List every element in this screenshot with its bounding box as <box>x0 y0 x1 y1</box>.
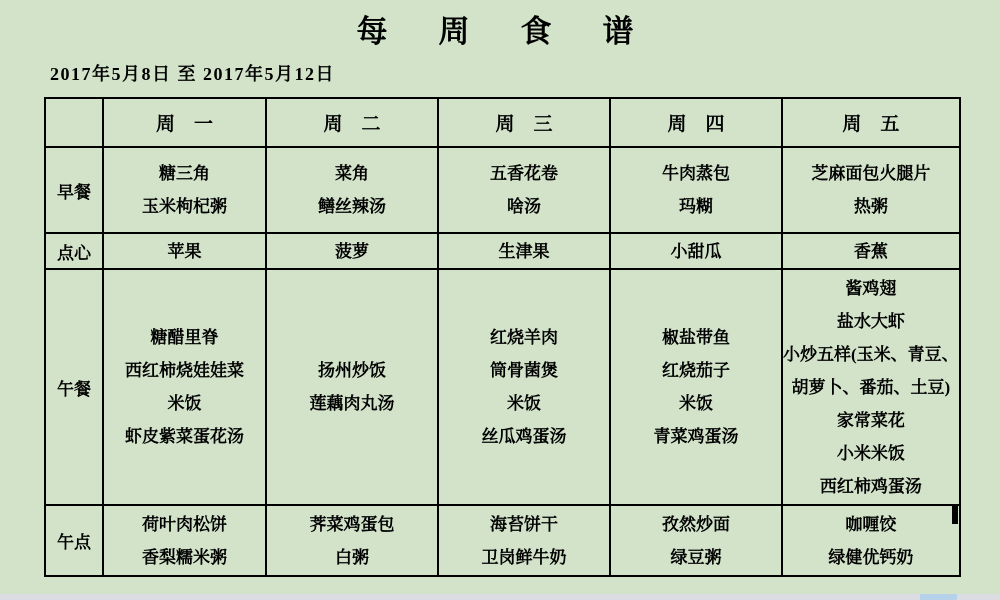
date-range: 2017年5月8日 至 2017年5月12日 <box>50 64 335 84</box>
menu-item: 卫岗鲜牛奶 <box>481 547 567 567</box>
menu-item: 菜角 <box>335 164 369 183</box>
menu-item: 小炒五样(玉米、青豆、 <box>783 344 959 364</box>
menu-item: 玉米枸杞粥 <box>142 197 227 216</box>
menu-cell <box>438 269 610 505</box>
menu-row <box>45 147 960 233</box>
menu-item: 孜然炒面 <box>662 514 730 534</box>
menu-item: 香蕉 <box>853 241 888 261</box>
menu-item: 西红柿鸡蛋汤 <box>819 476 922 496</box>
menu-item: 筒骨菌煲 <box>490 361 558 380</box>
menu-item: 菠萝 <box>335 241 369 261</box>
menu-cell <box>103 147 266 233</box>
menu-item: 小米米饭 <box>836 443 905 463</box>
menu-cell <box>782 505 960 576</box>
weekly-menu-table <box>44 97 961 577</box>
menu-item: 胡萝卜、番茄、土豆) <box>791 377 951 397</box>
row-label: 早餐 <box>45 147 103 233</box>
menu-item: 香梨糯米粥 <box>142 547 227 567</box>
menu-item: 荠菜鸡蛋包 <box>309 514 395 534</box>
menu-item: 糖醋里脊 <box>150 328 219 347</box>
header-monday: 周 一 <box>103 98 266 147</box>
menu-cell <box>782 147 960 233</box>
horizontal-scrollbar[interactable] <box>0 594 1000 600</box>
menu-item: 芝麻面包火腿片 <box>811 164 931 183</box>
menu-cell <box>103 233 266 269</box>
menu-item: 咖喱饺 <box>845 514 897 534</box>
page-title: 每 周 食 谱 <box>356 14 644 49</box>
row-label: 午点 <box>45 505 103 576</box>
menu-item: 海苔饼干 <box>490 514 558 534</box>
menu-item: 白粥 <box>335 547 369 567</box>
row-label: 点心 <box>45 233 103 269</box>
menu-cell <box>610 505 782 576</box>
menu-item: 啥汤 <box>507 197 541 216</box>
menu-item: 鳝丝辣汤 <box>318 197 386 216</box>
menu-item: 热粥 <box>853 197 888 216</box>
menu-item: 椒盐带鱼 <box>662 328 730 347</box>
menu-cell <box>610 147 782 233</box>
menu-item: 酱鸡翅 <box>845 278 897 298</box>
scrollbar-thumb[interactable] <box>920 594 957 600</box>
row-label: 午餐 <box>45 269 103 505</box>
menu-item: 红烧茄子 <box>662 361 730 380</box>
menu-cell <box>438 233 610 269</box>
header-friday: 周 五 <box>782 98 960 147</box>
menu-item: 扬州炒饭 <box>318 361 386 380</box>
menu-item: 绿豆粥 <box>670 547 722 567</box>
menu-cell <box>438 147 610 233</box>
menu-item: 荷叶肉松饼 <box>142 514 227 534</box>
menu-item: 生津果 <box>498 241 550 261</box>
menu-item: 西红柿烧娃娃菜 <box>125 361 244 380</box>
header-thursday: 周 四 <box>610 98 782 147</box>
menu-item: 牛肉蒸包 <box>662 164 730 183</box>
menu-item: 盐水大虾 <box>836 311 905 331</box>
header-wednesday: 周 三 <box>438 98 610 147</box>
menu-cell <box>266 147 438 233</box>
menu-cell <box>782 269 960 505</box>
menu-item: 米饭 <box>167 394 202 413</box>
menu-item: 绿健优钙奶 <box>828 547 914 567</box>
menu-item: 青菜鸡蛋汤 <box>653 427 739 446</box>
menu-item: 小甜瓜 <box>670 241 722 261</box>
menu-cell <box>266 269 438 505</box>
menu-item: 虾皮紫菜蛋花汤 <box>125 427 244 446</box>
menu-item: 米饭 <box>507 394 541 413</box>
table-edge-marker <box>952 506 958 524</box>
menu-cell <box>782 233 960 269</box>
menu-cell <box>266 233 438 269</box>
menu-cell <box>438 505 610 576</box>
menu-item: 红烧羊肉 <box>490 328 558 347</box>
menu-item: 苹果 <box>167 241 202 261</box>
menu-cell <box>103 269 266 505</box>
menu-row <box>45 269 960 505</box>
menu-row <box>45 505 960 576</box>
menu-item: 米饭 <box>679 394 713 413</box>
menu-item: 丝瓜鸡蛋汤 <box>481 427 567 446</box>
menu-cell <box>103 505 266 576</box>
menu-item: 莲藕肉丸汤 <box>309 394 395 413</box>
menu-item: 糖三角 <box>159 164 210 183</box>
menu-item: 玛糊 <box>679 197 713 216</box>
header-tuesday: 周 二 <box>266 98 438 147</box>
menu-cell <box>610 233 782 269</box>
corner-cell <box>45 98 103 147</box>
menu-cell <box>266 505 438 576</box>
menu-item: 五香花卷 <box>490 164 558 183</box>
menu-item: 家常菜花 <box>836 410 905 430</box>
header-row <box>45 98 960 147</box>
menu-cell <box>610 269 782 505</box>
menu-row <box>45 233 960 269</box>
